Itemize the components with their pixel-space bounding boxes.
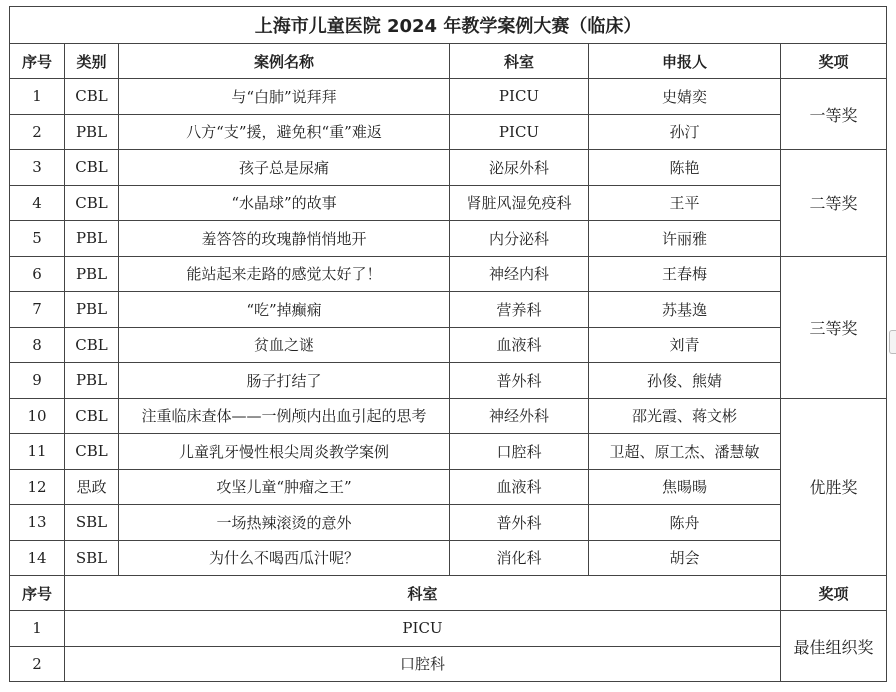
org-table-row [10,611,887,647]
cell-case: 儿童乳牙慢性根尖周炎教学案例 [119,434,450,470]
cell-case: 肠子打结了 [119,363,450,399]
cell-type: SBL [65,540,119,576]
table-row [10,79,887,115]
cell-seq: 6 [10,256,65,292]
cell-seq: 2 [10,114,65,150]
cell-type: PBL [65,114,119,150]
org-table-row [10,646,887,682]
cell-seq: 7 [10,292,65,328]
cell-applicant: 陈艳 [589,150,781,186]
cell-dept: 血液科 [450,327,589,363]
cell-case: 与“白肺”说拜拜 [119,79,450,115]
cell-case: 一场热辣滚烫的意外 [119,505,450,541]
org-header-department: 科室 [65,576,781,611]
table-row [10,256,887,292]
cell-type: PBL [65,292,119,328]
cell-case: 羞答答的玫瑰静悄悄地开 [119,221,450,257]
header-department: 科室 [450,44,589,79]
cell-case: 贫血之谜 [119,327,450,363]
table-row [10,505,887,541]
table-row [10,221,887,257]
cell-applicant: 陈舟 [589,505,781,541]
cell-applicant: 孙汀 [589,114,781,150]
table-row [10,363,887,399]
org-header-seq: 序号 [10,576,65,611]
table-row [10,434,887,470]
table-row [10,150,887,186]
award-best-organization: 最佳组织奖 [781,611,887,682]
cell-seq: 8 [10,327,65,363]
org-header-row [10,576,887,611]
cell-dept: 肾脏风湿免疫科 [450,185,589,221]
table-row [10,292,887,328]
cell-applicant: 邵光霞、蒋文彬 [589,398,781,434]
cell-dept: 内分泌科 [450,221,589,257]
cell-seq: 12 [10,469,65,505]
cell-case: 攻坚儿童“肿瘤之王” [119,469,450,505]
cell-case: 孩子总是尿痛 [119,150,450,186]
case-competition-table [9,6,887,682]
header-case-name: 案例名称 [119,44,450,79]
cell-dept: 血液科 [450,469,589,505]
cell-dept: 普外科 [450,363,589,399]
cell-seq: 4 [10,185,65,221]
cell-type: CBL [65,150,119,186]
cell-dept: 普外科 [450,505,589,541]
cell-applicant: 王平 [589,185,781,221]
cell-case: 八方“支”援，避免积“重”难返 [119,114,450,150]
cell-applicant: 孙俊、熊婧 [589,363,781,399]
cell-dept: 泌尿外科 [450,150,589,186]
table-row [10,327,887,363]
cell-seq: 13 [10,505,65,541]
award-table-sheet [9,6,886,682]
cell-case: “吃”掉癫痫 [119,292,450,328]
cell-case: 注重临床查体——一例颅内出血引起的思考 [119,398,450,434]
cell-type: CBL [65,185,119,221]
award-second: 二等奖 [781,150,887,257]
cell-applicant: 胡会 [589,540,781,576]
side-scroll-handle[interactable] [889,330,896,354]
cell-case: “水晶球”的故事 [119,185,450,221]
org-cell-dept: 口腔科 [65,646,781,682]
cell-seq: 1 [10,79,65,115]
cell-type: 思政 [65,469,119,505]
cell-dept: 神经内科 [450,256,589,292]
header-seq: 序号 [10,44,65,79]
cell-type: CBL [65,434,119,470]
cell-applicant: 焦暘暘 [589,469,781,505]
award-excellence: 优胜奖 [781,398,887,576]
table-row [10,469,887,505]
org-header-award: 奖项 [781,576,887,611]
org-cell-seq: 2 [10,646,65,682]
cell-seq: 10 [10,398,65,434]
table-title: 上海市儿童医院 2024 年教学案例大赛（临床） [10,7,887,44]
cell-case: 能站起来走路的感觉太好了！ [119,256,450,292]
cell-type: PBL [65,221,119,257]
cell-type: PBL [65,256,119,292]
cell-applicant: 王春梅 [589,256,781,292]
cell-applicant: 刘青 [589,327,781,363]
cell-applicant: 许丽雅 [589,221,781,257]
header-row [10,44,887,79]
header-award: 奖项 [781,44,887,79]
cell-seq: 14 [10,540,65,576]
cell-type: CBL [65,398,119,434]
table-row [10,114,887,150]
cell-seq: 11 [10,434,65,470]
cell-seq: 9 [10,363,65,399]
cell-seq: 5 [10,221,65,257]
cell-applicant: 史婧奕 [589,79,781,115]
org-cell-seq: 1 [10,611,65,647]
cell-dept: PICU [450,114,589,150]
org-cell-dept: PICU [65,611,781,647]
table-row [10,398,887,434]
cell-applicant: 苏基逸 [589,292,781,328]
cell-dept: 营养科 [450,292,589,328]
cell-applicant: 卫超、原工杰、潘慧敏 [589,434,781,470]
cell-dept: 神经外科 [450,398,589,434]
table-row [10,185,887,221]
cell-type: PBL [65,363,119,399]
cell-type: CBL [65,79,119,115]
cell-dept: PICU [450,79,589,115]
award-first: 一等奖 [781,79,887,150]
cell-type: SBL [65,505,119,541]
cell-dept: 消化科 [450,540,589,576]
cell-seq: 3 [10,150,65,186]
cell-dept: 口腔科 [450,434,589,470]
cell-case: 为什么不喝西瓜汁呢？ [119,540,450,576]
header-type: 类别 [65,44,119,79]
header-applicant: 申报人 [589,44,781,79]
cell-type: CBL [65,327,119,363]
table-row [10,540,887,576]
award-third: 三等奖 [781,256,887,398]
